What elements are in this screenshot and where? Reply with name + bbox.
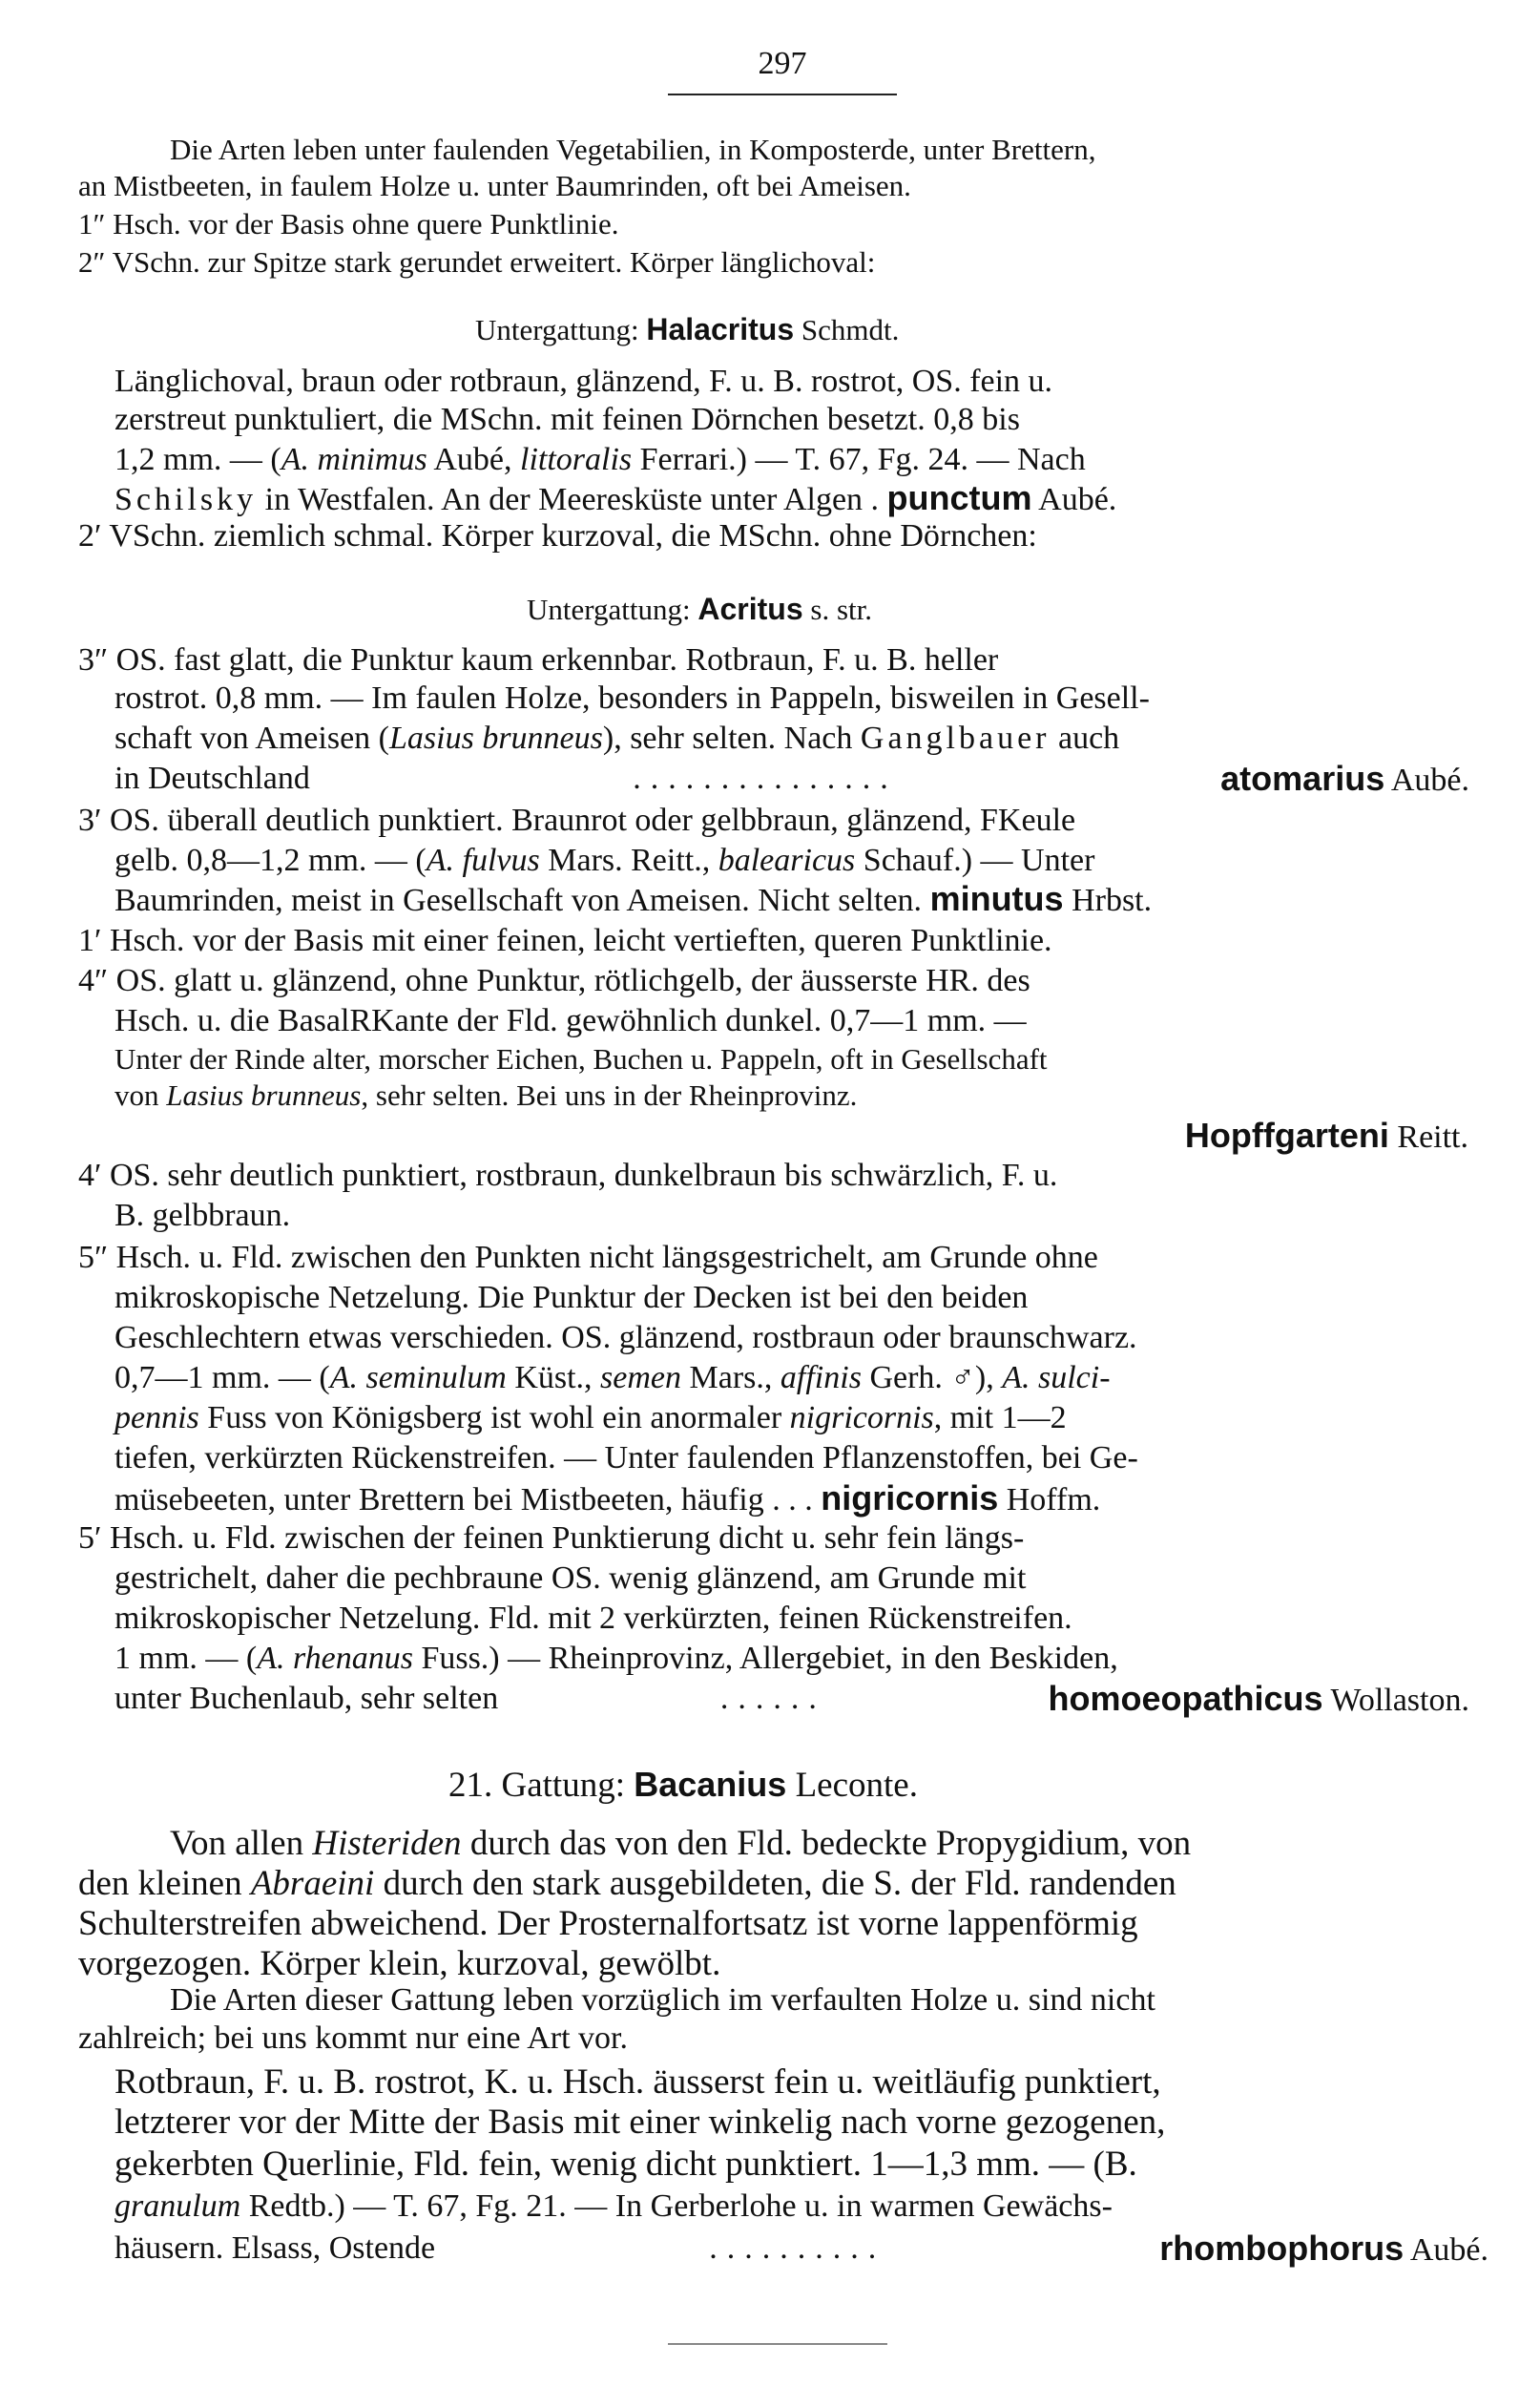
text-line	[114, 1077, 857, 1115]
text-line	[114, 1600, 1072, 1638]
text: OS. sehr deutlich punktiert, rostbraun, dunkelbraun bis schwärzlich, F. u.	[109, 1158, 1058, 1193]
key-number: 3′	[78, 803, 102, 838]
text: Hsch. u. die BasalRKante der Fld. gewöhnlich dunkel. 0,7—1 mm. —	[114, 1003, 1027, 1038]
italic-text: pennis	[114, 1400, 199, 1435]
subgenus-heading	[527, 590, 872, 629]
key-number: 5′	[78, 1520, 102, 1556]
text: Aubé,	[427, 442, 520, 477]
italic-text: balearicus	[718, 843, 856, 878]
italic-text: Histeriden	[312, 1824, 462, 1863]
text: Mars. Reitt.,	[539, 843, 718, 878]
italic-text: granulum	[114, 2188, 241, 2224]
text: durch den stark ausgebildeten, die S. der Fld. randenden	[374, 1864, 1176, 1903]
key-line	[78, 922, 1052, 960]
species-name: atomarius	[1220, 759, 1385, 798]
species-name: rhombophorus	[1159, 2229, 1405, 2268]
text-line	[114, 1399, 1067, 1437]
text-line	[114, 2187, 1113, 2226]
species-name: minutus	[929, 879, 1064, 918]
text: B. gelbbraun.	[114, 1198, 291, 1233]
key-number: 1′	[78, 923, 102, 958]
key-line	[78, 641, 998, 680]
text: Küst.,	[506, 1360, 601, 1395]
key-line	[114, 2229, 1488, 2270]
text-line	[114, 1319, 1137, 1357]
species-name: Hopffgarteni	[1184, 1116, 1389, 1155]
text-line	[114, 1439, 1138, 1477]
italic-text: A. minimus	[281, 442, 427, 477]
text-line	[170, 1825, 1191, 1863]
author: Hrbst.	[1072, 883, 1153, 918]
text: mikroskopische Netzelung. Die Punktur der Decken ist bei den beiden	[114, 1280, 1029, 1315]
text: Baumrinden, meist in Gesellschaft von Ameisen. Nicht selten.	[114, 883, 923, 918]
text-line	[114, 2063, 1161, 2102]
text-line	[114, 2103, 1165, 2142]
text: OS. fast glatt, die Punktur kaum erkennbar. Rotbraun, F. u. B. heller	[115, 642, 999, 678]
text: Schulterstreifen abweichend. Der Prosternalfortsatz ist vorne lappenförmig	[78, 1904, 1138, 1943]
text-line	[170, 131, 1467, 169]
text: Hsch. vor der Basis ohne quere Punktlinie.	[113, 207, 619, 241]
text: häusern. Elsass, Ostende	[114, 2230, 436, 2266]
key-number: 4″	[78, 963, 109, 998]
text: letzterer vor der Mitte der Basis mit einer winkelig nach vorne gezogenen,	[114, 2103, 1166, 2142]
italic-text: littoralis	[520, 442, 633, 477]
text: Fuss von Königsberg ist wohl ein anormaler	[198, 1400, 790, 1435]
text-line	[114, 880, 1152, 920]
text: ), sehr selten. Nach	[602, 721, 861, 756]
text: 0,7—1 mm. — (	[114, 1360, 330, 1395]
key-line	[78, 1519, 1024, 1558]
key-line	[78, 802, 1075, 840]
author: Reitt.	[1397, 1120, 1468, 1155]
spaced-name: Schilsky	[114, 482, 258, 517]
text-line	[114, 1359, 1111, 1397]
text: in Deutschland	[114, 761, 310, 796]
text: zahlreich; bei uns kommt nur eine Art vor.	[78, 2020, 628, 2056]
leader-dots: ...............	[633, 761, 898, 796]
key-number: 2″	[78, 245, 106, 279]
author: Aubé.	[1038, 482, 1117, 517]
text: OS. glatt u. glänzend, ohne Punktur, rötlichgelb, der äusserste HR. des	[115, 963, 1030, 998]
text: den kleinen	[78, 1864, 251, 1903]
text-line	[114, 720, 1119, 758]
italic-text: Lasius brunneus	[166, 1078, 362, 1112]
text-line	[170, 1981, 1155, 2020]
text-line	[114, 1479, 1100, 1519]
subgenus-name: Acritus	[697, 592, 803, 626]
text-line	[114, 842, 1094, 880]
text-line	[78, 1945, 720, 1983]
text-line	[114, 441, 1086, 479]
text: durch das von den Fld. bedeckte Propygidium, von	[461, 1824, 1192, 1863]
text: rostrot. 0,8 mm. — Im faulen Holze, besonders in Pappeln, bisweilen in Gesell-	[114, 680, 1150, 716]
text-line	[114, 401, 1020, 439]
text: Von allen	[170, 1824, 313, 1863]
text: 1 mm. — (	[114, 1641, 258, 1676]
text-line	[114, 1197, 290, 1235]
text: Gerh. ♂),	[861, 1360, 1003, 1395]
author: Aubé.	[1390, 763, 1469, 798]
species-name: punctum	[886, 478, 1032, 517]
text-line	[78, 2020, 628, 2058]
text: gekerbten Querlinie, Fld. fein, wenig dicht punktiert. 1—1,3 mm. — (B.	[114, 2145, 1137, 2184]
text-line	[114, 1040, 1048, 1078]
species-name: nigricornis	[821, 1478, 999, 1517]
key-line	[78, 1239, 1098, 1277]
key-number: 5″	[78, 1240, 109, 1275]
italic-text: Abraeini	[250, 1864, 375, 1903]
text: tiefen, verkürzten Rückenstreifen. — Unter faulenden Pflanzenstoffen, bei Ge-	[114, 1440, 1138, 1476]
italic-text: nigricornis	[789, 1400, 934, 1435]
text: vorgezogen. Körper klein, kurzoval, gewölbt.	[78, 1944, 721, 1983]
text-line	[78, 167, 911, 205]
italic-text: A. seminulum	[329, 1360, 507, 1395]
italic-text: A. rhenanus	[257, 1641, 413, 1676]
text: in Westfalen. An der Meeresküste unter Algen .	[257, 482, 880, 517]
italic-text: A. sulci-	[1002, 1360, 1111, 1395]
key-number: 3″	[78, 642, 109, 678]
text: gestrichelt, daher die pechbraune OS. wenig glänzend, am Grunde mit	[114, 1560, 1027, 1596]
text: auch	[1050, 721, 1120, 756]
italic-text: A. fulvus	[426, 843, 540, 878]
text: müsebeeten, unter Brettern bei Mistbeeten, häufig . . .	[114, 1482, 813, 1517]
key-line	[78, 1157, 1057, 1195]
text-line	[114, 1559, 1026, 1598]
author: Hoffm.	[1006, 1482, 1101, 1517]
text: Hsch. u. Fld. zwischen den Punkten nicht längsgestrichelt, am Grunde ohne	[115, 1240, 1098, 1275]
spaced-name: Ganglbauer	[860, 721, 1051, 756]
species-line	[1185, 1117, 1468, 1157]
text: schaft von Ameisen (	[114, 721, 389, 756]
species-name: homoeopathicus	[1048, 1679, 1323, 1718]
text: Mars.,	[681, 1360, 780, 1395]
author: Leconte.	[795, 1766, 918, 1805]
text: Die Arten leben unter faulenden Vegetabilien, in Komposterde, unter Brettern,	[170, 133, 1096, 166]
text: VSchn. zur Spitze stark gerundet erweitert. Körper länglichoval:	[112, 245, 876, 279]
leader-dots: ..........	[709, 2230, 886, 2266]
genus-name: Bacanius	[634, 1765, 787, 1804]
text: an Mistbeeten, in faulem Holze u. unter Baumrinden, oft bei Ameisen.	[78, 169, 911, 202]
text-line	[114, 680, 1150, 718]
text: Fuss.) — Rheinprovinz, Allergebiet, in den Beskiden,	[412, 1641, 1118, 1676]
text: unter Buchenlaub, sehr selten	[114, 1681, 499, 1716]
text: OS. überall deutlich punktiert. Braunrot oder gelbbraun, glänzend, FKeule	[109, 803, 1076, 838]
text: Redtb.) — T. 67, Fg. 21. — In Gerberlohe u. in warmen Gewächs-	[240, 2188, 1113, 2224]
text-line	[78, 1905, 1138, 1943]
text-line	[78, 1865, 1176, 1903]
text-line	[114, 2145, 1137, 2184]
italic-text: semen	[600, 1360, 682, 1395]
key-line	[114, 1680, 1469, 1720]
italic-text: affinis	[780, 1360, 862, 1395]
genus-heading	[448, 1766, 918, 1805]
page-number: 297	[758, 46, 807, 81]
subgenus-name: Halacritus	[646, 312, 795, 346]
text: mikroskopischer Netzelung. Fld. mit 2 verkürzten, feinen Rückenstreifen.	[114, 1601, 1072, 1636]
text-line	[114, 479, 1116, 519]
text: Geschlechtern etwas verschieden. OS. glänzend, rostbraun oder braunschwarz.	[114, 1320, 1137, 1355]
key-number: 1″	[78, 207, 106, 241]
text: 1,2 mm. — (	[114, 442, 281, 477]
header-rule	[668, 94, 897, 95]
key-line	[78, 243, 875, 282]
text: Hsch. vor der Basis mit einer feinen, leicht vertieften, queren Punktlinie.	[109, 923, 1052, 958]
text: Ferrari.) — T. 67, Fg. 24. — Nach	[632, 442, 1086, 477]
label: Untergattung:	[475, 313, 639, 346]
text: Unter der Rinde alter, morscher Eichen, Buchen u. Pappeln, oft in Gesellschaft	[114, 1042, 1048, 1076]
key-number: 4′	[78, 1158, 102, 1193]
author: Aubé.	[1409, 2232, 1488, 2268]
text: Die Arten dieser Gattung leben vorzüglich im verfaulten Holze u. sind nicht	[170, 1982, 1155, 2018]
text: Schauf.) — Unter	[855, 843, 1095, 878]
text: VSchn. ziemlich schmal. Körper kurzoval, die MSchn. ohne Dörnchen:	[109, 518, 1037, 554]
text: , sehr selten. Bei uns in der Rheinprovinz.	[361, 1078, 858, 1112]
text: zerstreut punktuliert, die MSchn. mit feinen Dörnchen besetzt. 0,8 bis	[114, 402, 1020, 437]
text-line	[114, 363, 1052, 401]
text-line	[114, 1002, 1027, 1040]
label: Untergattung:	[527, 593, 691, 626]
italic-text: Lasius brunneus	[389, 721, 603, 756]
text: gelb. 0,8—1,2 mm. — (	[114, 843, 427, 878]
text: Länglichoval, braun oder rotbraun, glänzend, F. u. B. rostrot, OS. fein u.	[114, 364, 1053, 399]
text: Rotbraun, F. u. B. rostrot, K. u. Hsch. äusserst fein u. weitläufig punktiert,	[114, 2062, 1161, 2102]
subgenus-heading	[475, 310, 899, 349]
author: s. str.	[810, 593, 872, 626]
label: 21. Gattung:	[448, 1766, 625, 1805]
key-line	[78, 517, 1037, 555]
text: Hsch. u. Fld. zwischen der feinen Punktierung dicht u. sehr fein längs-	[109, 1520, 1025, 1556]
text-line	[114, 1640, 1118, 1678]
author: Wollaston.	[1330, 1683, 1469, 1718]
author: Schmdt.	[801, 313, 900, 346]
key-line	[78, 205, 619, 243]
text-line	[114, 1279, 1028, 1317]
key-line	[78, 962, 1030, 1000]
closing-rule	[668, 2343, 887, 2345]
leader-dots: ......	[719, 1681, 826, 1716]
key-number: 2′	[78, 518, 102, 554]
text: , mit 1—2	[933, 1400, 1067, 1435]
key-line	[114, 760, 1469, 800]
text: von	[114, 1078, 167, 1112]
